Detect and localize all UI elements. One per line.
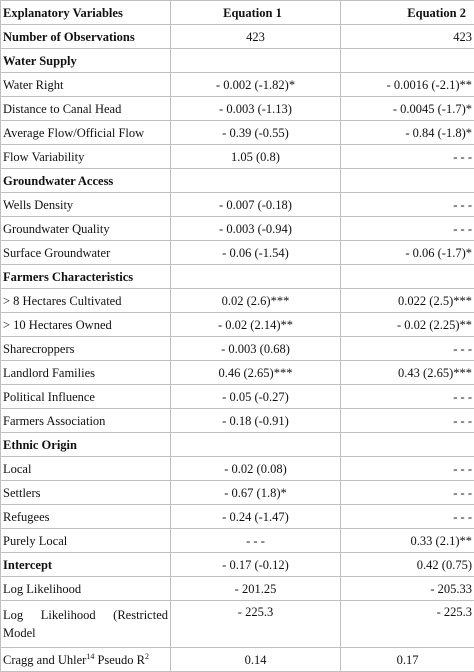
row-label: Local: [1, 457, 171, 481]
row-equation-1-value: 0.46 (2.65)***: [171, 361, 341, 385]
row-equation-1-value: 1.05 (0.8): [171, 145, 341, 169]
table-section-row: [1, 49, 474, 73]
row-equation-2-value: 0.43 (2.65)***: [341, 361, 474, 385]
table-row: [1, 457, 474, 481]
table-row: [1, 409, 474, 433]
row-equation-1-value: - 0.67 (1.8)*: [171, 481, 341, 505]
row-equation-1-value: - 0.007 (-0.18): [171, 193, 341, 217]
row-label: Refugees: [1, 505, 171, 529]
row-label: Settlers: [1, 481, 171, 505]
row-equation-2-value: [341, 169, 474, 193]
row-label: Farmers Association: [1, 409, 171, 433]
row-equation-2-value: - - -: [341, 145, 474, 169]
row-label-footnote: 14: [86, 651, 94, 660]
row-label: Landlord Families: [1, 361, 171, 385]
row-equation-2-value: - 0.0045 (-1.7)*: [341, 97, 474, 121]
row-equation-1-value: - 0.02 (2.14)**: [171, 313, 341, 337]
row-label: Flow Variability: [1, 145, 171, 169]
row-label: Groundwater Quality: [1, 217, 171, 241]
row-label: [1, 648, 171, 672]
table-row: [1, 529, 474, 553]
row-label: Log Likelihood: [1, 577, 171, 601]
table-section-row: [1, 169, 474, 193]
row-equation-1-value: - 0.06 (-1.54): [171, 241, 341, 265]
table-section-row: [1, 265, 474, 289]
row-equation-2-value: 0.42 (0.75): [341, 553, 474, 577]
row-equation-2-value: [341, 265, 474, 289]
row-label: Distance to Canal Head: [1, 97, 171, 121]
header-explanatory-variables: Explanatory Variables: [1, 1, 171, 25]
table-section-row: [1, 433, 474, 457]
row-equation-1-value: - 0.002 (-1.82)*: [171, 73, 341, 97]
row-label: Log Likelihood (Restricted Model: [1, 601, 171, 648]
row-label: Wells Density: [1, 193, 171, 217]
row-label: Ethnic Origin: [1, 433, 171, 457]
row-equation-1-value: - 0.003 (0.68): [171, 337, 341, 361]
table-row: [1, 193, 474, 217]
row-equation-2-value: - - -: [341, 193, 474, 217]
table-row-pseudo-r2: [1, 648, 474, 672]
table-body: [1, 25, 474, 672]
row-equation-2-value: [341, 433, 474, 457]
row-equation-2-value: - 0.84 (-1.8)*: [341, 121, 474, 145]
row-equation-2-value: - - -: [341, 457, 474, 481]
row-equation-1-value: - 0.17 (-0.12): [171, 553, 341, 577]
row-equation-2-value: - - -: [341, 385, 474, 409]
row-equation-1-value: 0.14: [171, 648, 341, 672]
table-row: [1, 241, 474, 265]
row-label-mid: Pseudo R: [94, 653, 145, 667]
row-label-pre: Cragg and Uhler: [3, 653, 86, 667]
row-equation-1-value: [171, 433, 341, 457]
row-label: Intercept: [1, 553, 171, 577]
row-label: Surface Groundwater: [1, 241, 171, 265]
row-label: Number of Observations: [1, 25, 171, 49]
row-equation-1-value: - 0.02 (0.08): [171, 457, 341, 481]
table-row: [1, 121, 474, 145]
header-equation-1: Equation 1: [171, 1, 341, 25]
row-label: Political Influence: [1, 385, 171, 409]
row-equation-2-value: - 0.02 (2.25)**: [341, 313, 474, 337]
table-row: [1, 361, 474, 385]
row-equation-1-value: - 0.18 (-0.91): [171, 409, 341, 433]
table-row: [1, 97, 474, 121]
row-label: > 8 Hectares Cultivated: [1, 289, 171, 313]
header-equation-2: Equation 2: [341, 1, 474, 25]
table-row: [1, 601, 474, 648]
table-row: [1, 145, 474, 169]
table-row: [1, 73, 474, 97]
row-equation-2-value: - - -: [341, 505, 474, 529]
row-label: Average Flow/Official Flow: [1, 121, 171, 145]
row-equation-1-value: 423: [171, 25, 341, 49]
row-equation-1-value: - 225.3: [171, 601, 341, 648]
row-equation-2-value: 423: [341, 25, 474, 49]
row-label: Sharecroppers: [1, 337, 171, 361]
row-equation-1-value: - 0.05 (-0.27): [171, 385, 341, 409]
row-equation-2-value: - - -: [341, 337, 474, 361]
table-row: [1, 289, 474, 313]
row-label: > 10 Hectares Owned: [1, 313, 171, 337]
row-label-superscript: 2: [145, 651, 149, 660]
row-equation-2-value: - 0.0016 (-2.1)**: [341, 73, 474, 97]
table-row: [1, 481, 474, 505]
row-equation-1-value: - 0.39 (-0.55): [171, 121, 341, 145]
row-equation-2-value: - 225.3: [341, 601, 474, 648]
row-equation-2-value: - - -: [341, 481, 474, 505]
row-equation-2-value: - 0.06 (-1.7)*: [341, 241, 474, 265]
row-equation-1-value: - 0.003 (-0.94): [171, 217, 341, 241]
row-equation-1-value: 0.02 (2.6)***: [171, 289, 341, 313]
row-equation-1-value: [171, 265, 341, 289]
row-equation-1-value: - - -: [171, 529, 341, 553]
table-row: [1, 337, 474, 361]
row-equation-2-value: - - -: [341, 409, 474, 433]
table-row: [1, 385, 474, 409]
table-row: [1, 313, 474, 337]
table-header-row: [1, 1, 474, 25]
row-equation-2-value: 0.33 (2.1)**: [341, 529, 474, 553]
row-label: Water Right: [1, 73, 171, 97]
row-equation-2-value: 0.17: [341, 648, 474, 672]
table-row: [1, 577, 474, 601]
row-equation-2-value: - - -: [341, 217, 474, 241]
row-label: Farmers Characteristics: [1, 265, 171, 289]
row-label: Groundwater Access: [1, 169, 171, 193]
row-equation-2-value: [341, 49, 474, 73]
table-row: [1, 217, 474, 241]
row-equation-1-value: - 201.25: [171, 577, 341, 601]
row-label: Purely Local: [1, 529, 171, 553]
row-equation-1-value: - 0.003 (-1.13): [171, 97, 341, 121]
row-equation-2-value: 0.022 (2.5)***: [341, 289, 474, 313]
table-row: [1, 553, 474, 577]
table-row: [1, 505, 474, 529]
row-label: Water Supply: [1, 49, 171, 73]
row-equation-1-value: [171, 49, 341, 73]
row-equation-2-value: - 205.33: [341, 577, 474, 601]
table-row: [1, 25, 474, 49]
row-equation-1-value: [171, 169, 341, 193]
row-equation-1-value: - 0.24 (-1.47): [171, 505, 341, 529]
